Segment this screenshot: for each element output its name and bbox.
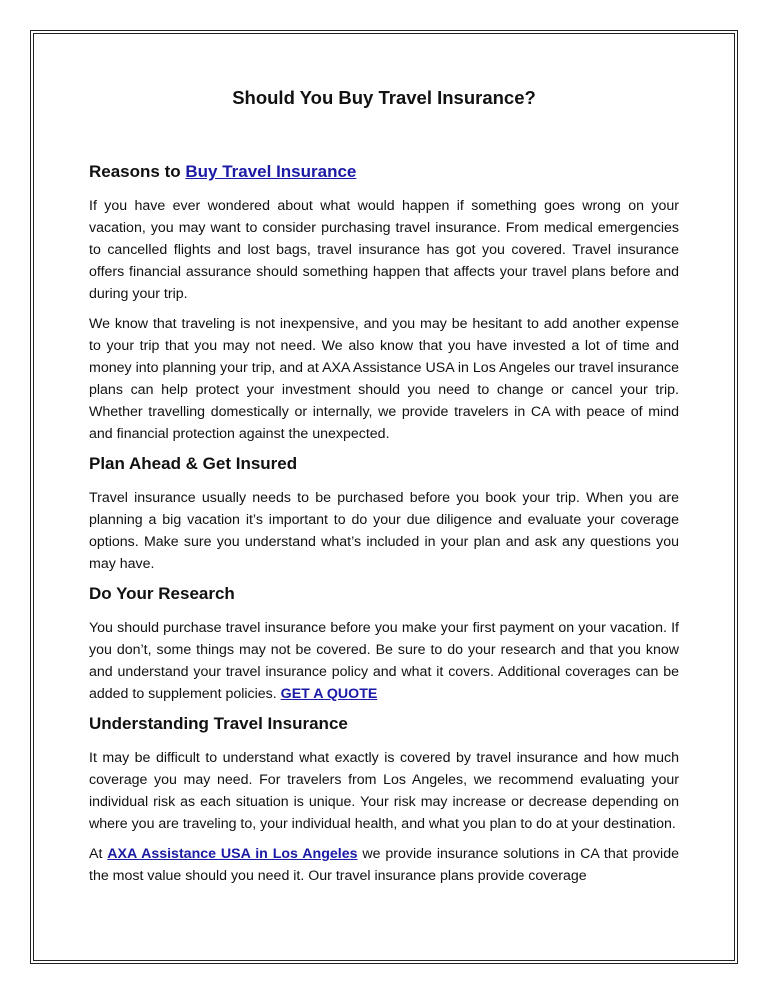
paragraph-prefix: At: [89, 846, 108, 862]
paragraph: It may be difficult to understand what exactly is covered by travel insurance and how much coverage you may need. For travelers from Los Angeles, we recommend evaluating your individual risk as each situation is unique. Your risk may increase or decrease depending on where you are traveling to, your individual health, and what you plan to do at your destination.: [89, 750, 679, 832]
section-heading-research: Do Your Research: [89, 584, 235, 603]
paragraph: [89, 843, 679, 887]
axa-assistance-link[interactable]: AXA Assistance USA in Los Angeles: [107, 846, 358, 862]
paragraph: We know that traveling is not inexpensive, and you may be hesitant to add another expense to your trip that you may not need. We also know that you have invested a lot of time and money into planning your trip, and at AXA Assistance USA in Los Angeles our travel insurance plans can help protect your investment should you need to change or cancel your trip. Whether travelling domestically or internally, we provide travelers in CA with peace of mind and financial protection against the unexpected.: [89, 316, 679, 442]
get-a-quote-link[interactable]: GET A QUOTE: [280, 686, 378, 702]
paragraph: If you have ever wondered about what would happen if something goes wrong on your vacation, you may want to consider purchasing travel insurance. From medical emergencies to cancelled flights and lost bags, travel insurance has got you covered. Travel insurance offers financial assurance should something happen that affects your travel plans before and during your trip.: [89, 198, 679, 302]
section-heading-plan-ahead: Plan Ahead & Get Insured: [89, 454, 298, 473]
paragraph: [89, 617, 679, 705]
heading-prefix: Reasons to: [89, 162, 186, 181]
paragraph-text: You should purchase travel insurance before you make your first payment on your vacation. If you don’t, some things may not be covered. Be sure to do your research and that you know and understand your travel insurance policy and what it covers. Additional coverages can be added to supplement policies.: [89, 620, 679, 702]
paragraph: Travel insurance usually needs to be purchased before you book your trip. When you are planning a big vacation it’s important to do your due diligence and evaluate your coverage options. Make sure you understand what’s included in your plan and ask any questions you may have.: [89, 490, 679, 572]
section-heading-understanding: Understanding Travel Insurance: [89, 714, 348, 733]
buy-travel-insurance-link[interactable]: Buy Travel Insurance: [185, 162, 357, 181]
paragraph-suffix: we provide insurance solutions in CA that provide the most value should you need it. Our travel insurance plans provide coverage: [89, 846, 679, 884]
document-body: [89, 86, 679, 887]
section-heading-reasons: [89, 161, 679, 183]
page-title: Should You Buy Travel Insurance?: [232, 87, 536, 108]
